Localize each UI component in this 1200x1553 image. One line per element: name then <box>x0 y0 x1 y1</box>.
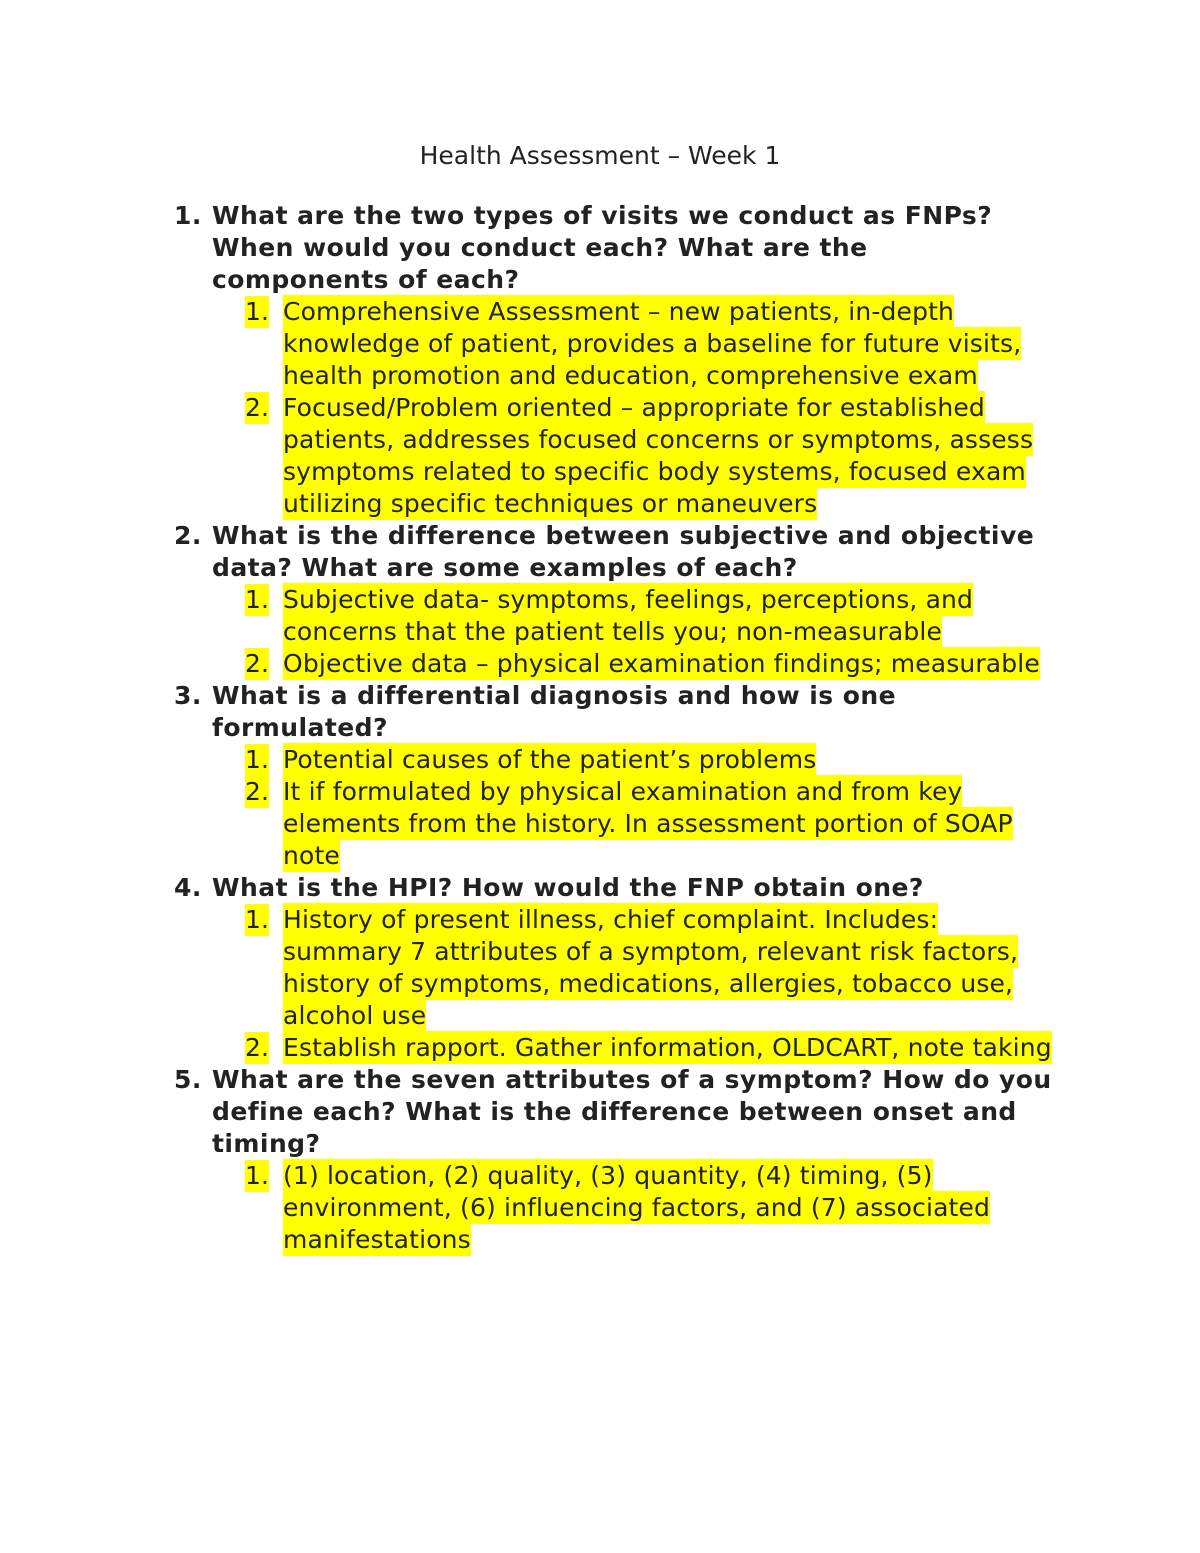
question-item <box>0 680 1200 872</box>
answer-number: 2. <box>245 1033 270 1062</box>
question-text <box>0 520 1052 584</box>
question-number: 4. <box>174 873 202 902</box>
answer-list <box>0 744 1200 872</box>
answer-item <box>0 392 1063 520</box>
answer-number: 2. <box>245 649 270 678</box>
answer-list <box>0 584 1200 680</box>
question-text <box>0 872 1052 904</box>
answer-item <box>0 648 1063 680</box>
question-item <box>0 520 1200 680</box>
document-title: Health Assessment – Week 1 <box>419 141 781 170</box>
question-label: What are the seven attributes of a symptom? How do you define each? What is the difference between onset and timing? <box>212 1065 1052 1158</box>
answer-list <box>0 1160 1200 1256</box>
question-text <box>0 680 1052 744</box>
question-list <box>0 200 1200 1256</box>
answer-highlighted-text: Potential causes of the patient’s problems <box>283 745 817 774</box>
question-number: 3. <box>174 681 202 710</box>
question-label: What is the difference between subjective and objective data? What are some examples of each? <box>212 521 1035 582</box>
question-number: 2. <box>174 521 202 550</box>
answer-highlighted-text: (1) location, (2) quality, (3) quantity, (4) timing, (5) environment, (6) influencing factors, and (7) associated manifestations <box>283 1161 991 1254</box>
answer-item <box>0 904 1063 1032</box>
question-label: What are the two types of visits we conduct as FNPs? When would you conduct each? What are the components of each? <box>212 201 993 294</box>
answer-number: 1. <box>245 745 270 774</box>
answer-item <box>0 1160 1063 1256</box>
answer-highlighted-text: Comprehensive Assessment – new patients, in-depth knowledge of patient, provides a baseline for future visits, health promotion and education, comprehensive exam <box>283 297 1022 390</box>
answer-number: 1. <box>245 905 270 934</box>
question-number: 1. <box>174 201 202 230</box>
answer-number: 1. <box>245 585 270 614</box>
question-label: What is a differential diagnosis and how is one formulated? <box>212 681 897 742</box>
answer-number: 1. <box>245 297 270 326</box>
answer-item <box>0 776 1063 872</box>
question-label: What is the HPI? How would the FNP obtain one? <box>212 873 924 902</box>
answer-list <box>0 296 1200 520</box>
answer-number: 2. <box>245 393 270 422</box>
answer-number: 1. <box>245 1161 270 1190</box>
answer-item <box>0 584 1063 648</box>
question-item <box>0 1064 1200 1256</box>
answer-highlighted-text: Objective data – physical examination findings; measurable <box>283 649 1040 678</box>
answer-list <box>0 904 1200 1064</box>
answer-highlighted-text: Establish rapport. Gather information, OLDCART, note taking <box>283 1033 1052 1062</box>
answer-item <box>0 1032 1063 1064</box>
question-item <box>0 200 1200 520</box>
question-item <box>0 872 1200 1064</box>
answer-number: 2. <box>245 777 270 806</box>
answer-highlighted-text: It if formulated by physical examination and from key elements from the history. In assessment portion of SOAP note <box>283 777 1013 870</box>
question-number: 5. <box>174 1065 202 1094</box>
question-text <box>0 1064 1052 1160</box>
answer-item <box>0 744 1063 776</box>
answer-highlighted-text: Subjective data- symptoms, feelings, perceptions, and concerns that the patient tells you; non-measurable <box>283 585 974 646</box>
answer-item <box>0 296 1063 392</box>
answer-highlighted-text: Focused/Problem oriented – appropriate for established patients, addresses focused concerns or symptoms, assess symptoms related to specific body systems, focused exam utilizing specific techniques or maneuvers <box>283 393 1034 518</box>
question-text <box>0 200 1052 296</box>
answer-highlighted-text: History of present illness, chief complaint. Includes: summary 7 attributes of a symptom, relevant risk factors, history of symptoms, medications, allergies, tobacco use, alcohol use <box>283 905 1019 1030</box>
